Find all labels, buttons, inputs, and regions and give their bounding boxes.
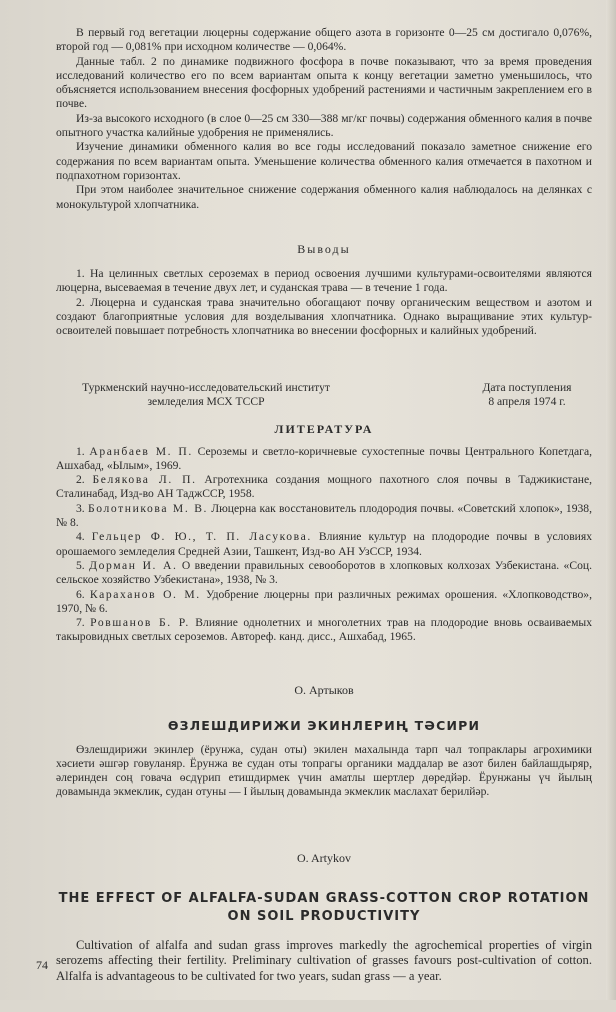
ref-text: Влияние однолетних и многолетних трав на плодородие вновь осваиваемых такыровидных светлых сероземов. Автореф. канд. дисс., Ашхабад, 1965. [56, 616, 592, 644]
ref-text: Удобрение люцерны при различных режимах орошения. «Хлопководство», 1970, № 6. [56, 587, 592, 615]
ref-author: Дорман И. А. [89, 558, 178, 572]
reference-item [56, 445, 592, 474]
ref-text: Влияние культур на плодородие почвы в условиях орошаемого земледелия Средней Азии, Ташкент, Изд-во АН УзССР, 1934. [56, 530, 592, 558]
ref-author: Аранбаев М. П. [89, 444, 193, 458]
received-label: Дата поступления [482, 381, 572, 394]
received-value: 8 апреля 1974 г. [488, 395, 566, 409]
turkmen-title: ӨЗЛЕШДИРИЖИ ЭКИНЛЕРИҢ ТӘСИРИ [167, 717, 481, 733]
ref-number: 1. [76, 444, 85, 458]
ref-text: Агротехника создания мощного пахотного слоя почвы в Таджикистане, Сталинабад, Изд-во АН ТаджССР, 1958. [56, 473, 592, 501]
ref-number: 2. [76, 473, 85, 487]
ref-author: Белякова Л. П. [92, 473, 197, 487]
institute [56, 381, 356, 410]
ref-number: 7. [76, 616, 85, 630]
conclusion-item: 2. Люцерна и суданская трава значительно обогащают почву органическим веществом и азотом и создают благоприятные условия для возделывания хлопчатника. Однако выращивание этих культур-освоителей повышает потребность хлопчатника во внесении фосфорных и калийных удобрений. [56, 295, 592, 338]
ref-text: О введении правильных севооборотов в хлопковых колхозах Узбекистана. «Соц. сельское хозяйство Узбекистана», 1938, № 3. [56, 558, 592, 587]
english-title-line: ON SOIL PRODUCTIVITY [227, 908, 421, 924]
conclusions-title: Выводы [297, 242, 351, 256]
affiliation-block [56, 381, 592, 410]
english-title [56, 890, 592, 926]
paragraph: Данные табл. 2 по динамике подвижного фосфора в почве показывают, что за время проведения исследований количество его по всем вариантам опыта к концу вегетации заметно уменьшилось, что объясняется использованием внесения фосфорных удобрений растениями и частичным закреплением его в почве. [56, 54, 592, 111]
english-summary [56, 938, 592, 1012]
paragraph: Из-за высокого исходного (в слое 0—25 см 330—388 мг/кг почвы) содержания обменного калия в почве опытного участка калийные удобрения не применялись. [56, 111, 592, 140]
institute-line: земледелия МСХ ТССР [147, 395, 265, 409]
ref-text: Сероземы и светло-коричневые сухостепные почвы Центрального Копетдага, Ашхабад, «Ылым», 1969. [56, 444, 592, 472]
ref-author: Гельцер Ф. Ю., Т. П. Ласукова. [91, 530, 312, 544]
paragraph: В первый год вегетации люцерны содержание общего азота в горизонте 0—25 см достигало 0,076%, второй год — 0,081% при исходном количестве — 0,064%. [56, 26, 592, 54]
paragraph: Изучение динамики обменного калия во все годы исследований показало заметное снижение его содержания по всем вариантам опыта. Уменьшение количества обменного калия отмечается в пахотном и подпахотном горизонтах. [56, 140, 592, 182]
conclusion-item: 1. На целинных светлых сероземах в период освоения лучшими культурами-освоителями являются люцерна, высеваемая в течение двух лет, и суданская трава — в течение 1 года. [56, 267, 592, 295]
reference-item [56, 559, 592, 588]
ref-number: 4. [76, 530, 85, 544]
english-title-line: THE EFFECT OF ALFALFA-SUDAN GRASS-COTTON CROP ROTATION [58, 890, 590, 906]
paragraph: При этом наиболее значительное снижение содержания обменного калия наблюдалось на делянках с монокультурой хлопчатника. [56, 183, 592, 211]
received-date [462, 381, 592, 410]
institute-line: Туркменский научно-исследовательский институт [82, 381, 330, 394]
turkmen-text: Өзлешдирижи экинлер (ёрунжа, судан оты) экилен махалында тарп чал топраклары агрохимики хәсиети әшгәр говуланяр. Ёрунжа ве судан оты топрагы органики маддалар ве азот билен байлашдыряр, әлеринден соң говача өсдүрип етишдирмек үчин аматлы шертлер дөредйәр. Ёрунжаны үч йылың довамында экмеклик, судан отуны — I йылың довамында экмеклик маслахат берилйәр. [56, 742, 592, 799]
reference-list [56, 445, 592, 661]
reference-item [56, 502, 592, 531]
reference-item [56, 530, 592, 559]
turkmen-summary [56, 743, 592, 829]
ref-text: Люцерна как восстановитель плодородия почвы. «Советский хлопок», 1938, № 8. [56, 501, 592, 530]
literature-title: ЛИТЕРАТУРА [274, 421, 374, 436]
page-edge [606, 0, 616, 1000]
turkmen-author: О. Артыков [294, 682, 354, 697]
ref-author: Болотникова М. В. [87, 501, 209, 515]
conclusions-list [56, 267, 592, 365]
ref-author: Ровшанов Б. Р. [90, 616, 190, 630]
ref-number: 3. [76, 501, 85, 515]
page-number: 74 [36, 958, 48, 972]
reference-item [56, 588, 592, 617]
ref-number: 5. [76, 558, 85, 572]
ref-number: 6. [76, 587, 85, 601]
english-author: O. Artykov [297, 850, 351, 865]
ref-author: Караханов О. М. [89, 587, 201, 601]
reference-item [56, 616, 592, 645]
english-text: Cultivation of alfalfa and sudan grass improves markedly the agrochemical properties of virgin serozems affecting their fertility. Preliminary cultivation of grasses favours post-cultivation of cotton. Alfalfa is advantageous to be cultivated for two years, sudan grass — a year. [56, 937, 592, 983]
intro-text [56, 26, 592, 222]
reference-item [56, 473, 592, 502]
